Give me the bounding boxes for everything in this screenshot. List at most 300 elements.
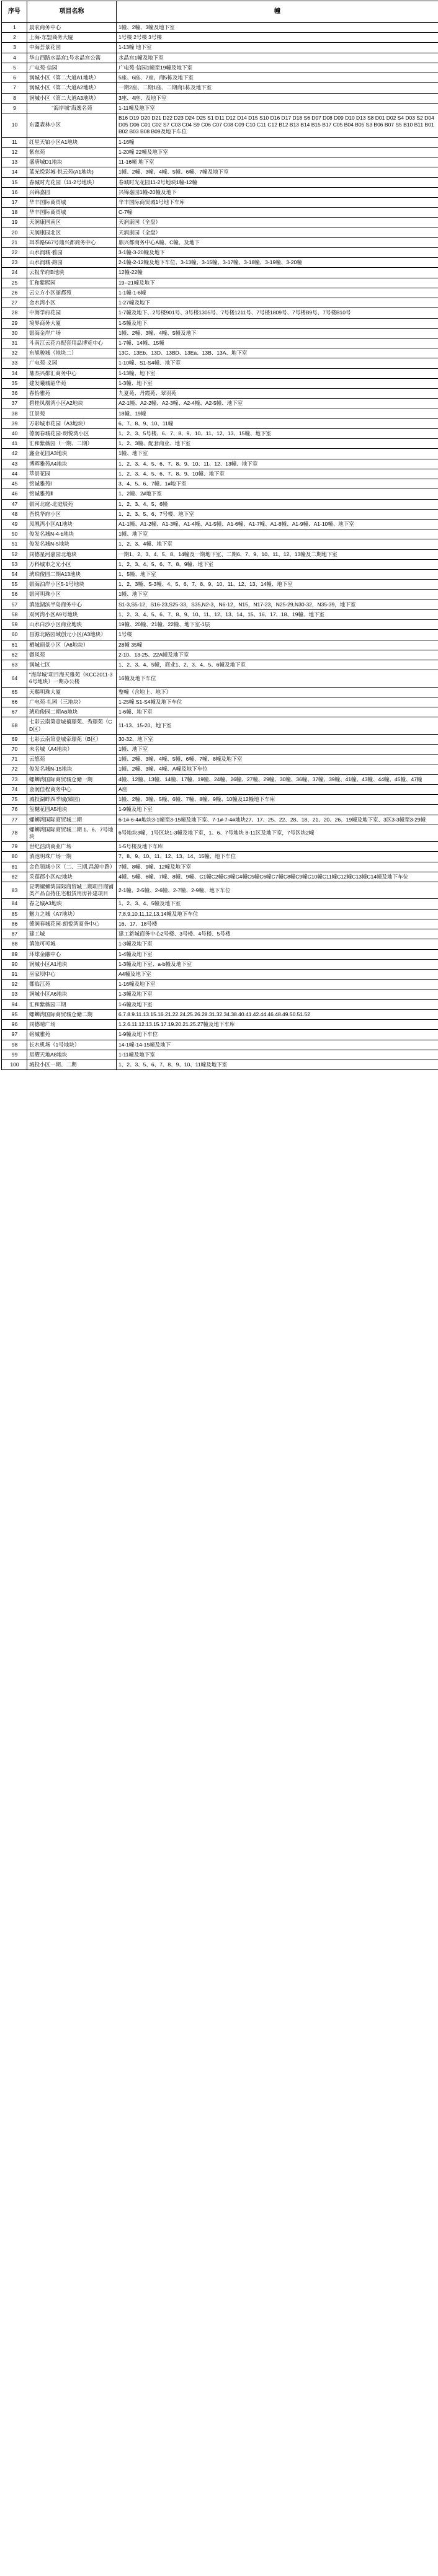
cell-building: 16幢及地下车位 bbox=[117, 670, 438, 687]
cell-building: 4幢、5幢、6幢、7幢、8幢、9幢、C1幢C2幢C3幢C4幢C5幢C6幢C7幢C8幢C9幢C10幢C11幢C12幢C13幢C14幢及地下车位 bbox=[117, 872, 438, 882]
cell-sequence: 73 bbox=[2, 774, 27, 784]
cell-project-name: 山水白沙小区商业地块 bbox=[27, 620, 117, 630]
cell-project-name: 昌源北路园域创元小区(A3地块） bbox=[27, 630, 117, 640]
cell-sequence: 68 bbox=[2, 717, 27, 734]
cell-sequence: 51 bbox=[2, 539, 27, 549]
cell-sequence: 90 bbox=[2, 959, 27, 969]
table-row bbox=[2, 989, 438, 999]
cell-project-name: 德润春城花园·朗悦湾小区 bbox=[27, 428, 117, 438]
cell-sequence: 49 bbox=[2, 519, 27, 529]
table-row bbox=[2, 328, 438, 338]
cell-sequence: 41 bbox=[2, 439, 27, 449]
cell-building: 1、2、3幢、配套商业、地下室 bbox=[117, 439, 438, 449]
cell-building: A4幢及地下室 bbox=[117, 970, 438, 980]
cell-project-name: 德润春城花园·朗悦湾商务中心 bbox=[27, 919, 117, 929]
table-row bbox=[2, 949, 438, 959]
cell-sequence: 62 bbox=[2, 650, 27, 660]
cell-sequence: 20 bbox=[2, 228, 27, 237]
cell-project-name: 紫东苑 bbox=[27, 147, 117, 157]
table-row bbox=[2, 318, 438, 328]
cell-project-name: 银河北庭-北庭辰苑 bbox=[27, 499, 117, 509]
cell-project-name: 螺蛳湾国际商贸城二期 bbox=[27, 815, 117, 825]
cell-project-name: “海岸城”项目海天雅苑（KCC2011-36号地块）一期办公楼 bbox=[27, 670, 117, 687]
cell-building: 1-3幢、地下室 bbox=[117, 378, 438, 388]
cell-building: 1、2、3、4、5幢，商业1、2、3、4、5、6幢及地下室 bbox=[117, 660, 438, 670]
table-row bbox=[2, 83, 438, 93]
table-row bbox=[2, 734, 438, 744]
cell-project-name: 螺蛳湾国际商贸城仓储一期 bbox=[27, 774, 117, 784]
table-row bbox=[2, 999, 438, 1009]
cell-building: 2-1幢-2-12幢及地下车位、3-13幢、3-15幢、3-17幢、3-18幢、3-19幢、3-20幢 bbox=[117, 258, 438, 268]
cell-sequence: 94 bbox=[2, 999, 27, 1009]
cell-sequence: 14 bbox=[2, 167, 27, 177]
column-header-seq: 序号 bbox=[2, 1, 27, 23]
cell-project-name: 俊发名城N-4-b地块 bbox=[27, 529, 117, 539]
table-row bbox=[2, 449, 438, 459]
table-row bbox=[2, 298, 438, 308]
cell-sequence: 59 bbox=[2, 620, 27, 630]
cell-project-name: 润城小区（第二大道A2地块） bbox=[27, 83, 117, 93]
table-row bbox=[2, 418, 438, 428]
cell-project-name: 润城小区A6地块 bbox=[27, 989, 117, 999]
cell-building: 1-11幢及地下室 bbox=[117, 103, 438, 113]
cell-project-name: 昆明螺蛳湾国际商贸城二期项目商铺类产品自持住宅租赁用房补建项目 bbox=[27, 882, 117, 899]
table-row bbox=[2, 348, 438, 358]
cell-building: 1幢、地下室 bbox=[117, 590, 438, 600]
cell-project-name: 斗南江云花卉配套用品博览中心 bbox=[27, 339, 117, 348]
cell-project-name: 七彩云南第壹城禧璟苑、秀璟苑（CD区） bbox=[27, 717, 117, 734]
cell-building: 1-3幢及地下室、a-b幢及地下室 bbox=[117, 959, 438, 969]
cell-project-name: 铭城雅苑 bbox=[27, 1030, 117, 1040]
cell-building: A座 bbox=[117, 784, 438, 794]
cell-sequence: 97 bbox=[2, 1030, 27, 1040]
cell-sequence: 61 bbox=[2, 640, 27, 650]
cell-building: 3-1幢-3-20幢及地下 bbox=[117, 248, 438, 258]
cell-building: 1、2、3、5、6、7号楼、地下室 bbox=[117, 509, 438, 519]
table-row bbox=[2, 882, 438, 899]
table-row bbox=[2, 784, 438, 794]
cell-project-name: 星耀天地A8地块 bbox=[27, 1050, 117, 1060]
cell-sequence: 86 bbox=[2, 919, 27, 929]
cell-sequence: 84 bbox=[2, 899, 27, 909]
table-row bbox=[2, 428, 438, 438]
cell-building: 7幢、8幢、9幢、12幢及地下室 bbox=[117, 862, 438, 872]
cell-project-name: 东旭骏城（地块二） bbox=[27, 348, 117, 358]
table-row bbox=[2, 237, 438, 247]
cell-building: 19幢、20幢、21幢、22幢、地下室-1层 bbox=[117, 620, 438, 630]
cell-building: 2-10、13-25、22A幢及地下室 bbox=[117, 650, 438, 660]
cell-project-name: 滇池明珠广场一期 bbox=[27, 852, 117, 862]
table-row bbox=[2, 529, 438, 539]
table-row bbox=[2, 208, 438, 218]
table-row bbox=[2, 805, 438, 815]
table-row bbox=[2, 825, 438, 841]
cell-project-name: 春城时光花园（11-2号地块） bbox=[27, 177, 117, 187]
cell-project-name: 云悠苑 bbox=[27, 755, 117, 764]
cell-building: 2-1幢、2-5幢、2-6幢、2-7幢、2-9幢、地下车位 bbox=[117, 882, 438, 899]
cell-building: 天润康园（全盘） bbox=[117, 218, 438, 228]
cell-project-name: 魅力之城（A7地块） bbox=[27, 909, 117, 919]
cell-building: 华丰国际商贸城1号地下车库 bbox=[117, 197, 438, 207]
cell-building: 12幢-22幢 bbox=[117, 268, 438, 278]
cell-building: 1-5号楼及地下车库 bbox=[117, 842, 438, 852]
cell-building: 1幢、2幢、3幢、4幢、5幢、6幢、7幢、8幢及地下室 bbox=[117, 755, 438, 764]
table-row bbox=[2, 339, 438, 348]
cell-sequence: 32 bbox=[2, 348, 27, 358]
table-row bbox=[2, 640, 438, 650]
table-header bbox=[2, 1, 438, 23]
cell-building: 1-9幢及地下车位 bbox=[117, 1030, 438, 1040]
table-row bbox=[2, 755, 438, 764]
cell-project-name: 云报华府B地块 bbox=[27, 268, 117, 278]
cell-sequence: 40 bbox=[2, 428, 27, 438]
table-row bbox=[2, 137, 438, 147]
table-row bbox=[2, 580, 438, 590]
table-row bbox=[2, 919, 438, 929]
cell-sequence: 18 bbox=[2, 208, 27, 218]
cell-project-name: 中海荟景花园 bbox=[27, 43, 117, 53]
table-row bbox=[2, 157, 438, 167]
cell-building: 1、2、3、4、5、6、7、8、9、10、11、12、13幢、地下室 bbox=[117, 459, 438, 469]
cell-project-name: 铭诚雅苑Ⅱ bbox=[27, 489, 117, 499]
table-row bbox=[2, 764, 438, 774]
cell-project-name: 滇池可可城 bbox=[27, 939, 117, 949]
table-row bbox=[2, 167, 438, 177]
cell-building: 6-1#-6-4#地块3-1幢至3-15幢及地下室、7-1#-7-4#地块27、17、25、22、28、18、21、20、26、19幢及地下室、3区3-3幢至3-29幢 bbox=[117, 815, 438, 825]
cell-project-name: 春怡雅苑 bbox=[27, 389, 117, 399]
table-row bbox=[2, 278, 438, 288]
table-body bbox=[2, 23, 438, 1070]
cell-sequence: 6 bbox=[2, 73, 27, 83]
cell-sequence: 57 bbox=[2, 600, 27, 609]
cell-building: 1幢、地下室 bbox=[117, 529, 438, 539]
cell-sequence: 29 bbox=[2, 318, 27, 328]
table-row bbox=[2, 549, 438, 559]
cell-building: 1号楼 bbox=[117, 630, 438, 640]
cell-project-name: 巫家坝中心 bbox=[27, 970, 117, 980]
cell-sequence: 44 bbox=[2, 469, 27, 479]
cell-sequence: 35 bbox=[2, 378, 27, 388]
cell-sequence: 37 bbox=[2, 399, 27, 409]
cell-sequence: 21 bbox=[2, 237, 27, 247]
cell-project-name: 御风苑 bbox=[27, 650, 117, 660]
table-row bbox=[2, 929, 438, 939]
cell-sequence: 1 bbox=[2, 23, 27, 33]
table-row bbox=[2, 609, 438, 619]
cell-sequence: 91 bbox=[2, 970, 27, 980]
cell-sequence: 17 bbox=[2, 197, 27, 207]
table-row bbox=[2, 795, 438, 805]
cell-project-name: 华山西路水晶宫1号水晶宫公寓 bbox=[27, 53, 117, 63]
cell-project-name: 碧桂凤凰湾小区A2地块 bbox=[27, 399, 117, 409]
cell-project-name: 境界商务大厦 bbox=[27, 318, 117, 328]
header-row bbox=[2, 1, 438, 23]
cell-building: 30-32、地下室 bbox=[117, 734, 438, 744]
table-row bbox=[2, 113, 438, 137]
cell-project-name: 金润佳程商务中心 bbox=[27, 784, 117, 794]
cell-building: 1、2、3、4、5、6、7、8、9、10、11、12、13、14、15、16、17、18、19幢、地下室 bbox=[117, 609, 438, 619]
cell-project-name: 同德晴广场 bbox=[27, 1020, 117, 1030]
cell-building: 1-5幢及地下 bbox=[117, 318, 438, 328]
table-row bbox=[2, 218, 438, 228]
cell-building: 4幢、12幢、13幢、14幢、17幢、19幢、24幢、26幢、27幢、29幢、30幢、36幢、37幢、39幢、41幢、43幢、44幢、45幢、47幢 bbox=[117, 774, 438, 784]
cell-sequence: 60 bbox=[2, 630, 27, 640]
cell-building: 1幢、2幢、3幢、4幢、5幢、6幢、7幢及地下室 bbox=[117, 167, 438, 177]
cell-building: S1-3,S5-12，S16-23,S25-33，S35,N2-3，N6-12，N15，N17-23，N25-29,N30-32，N35-39，地下室 bbox=[117, 600, 438, 609]
cell-building: 1、2幢、2#地下室 bbox=[117, 489, 438, 499]
cell-project-name: 环球金融中心 bbox=[27, 949, 117, 959]
table-row bbox=[2, 469, 438, 479]
table-row bbox=[2, 707, 438, 717]
cell-building: 1-11幢及地下室 bbox=[117, 1050, 438, 1060]
table-row bbox=[2, 697, 438, 707]
cell-building: 鼎兴都商务中心A幢、C幢、及地下 bbox=[117, 237, 438, 247]
cell-sequence: 93 bbox=[2, 989, 27, 999]
table-row bbox=[2, 499, 438, 509]
cell-sequence: 85 bbox=[2, 909, 27, 919]
cell-sequence: 72 bbox=[2, 764, 27, 774]
table-row bbox=[2, 197, 438, 207]
cell-building: 一期1、2、3、4、5、8、14幢及一期地下室、二期6、7、9、10、11、12、13幢及二期地下室 bbox=[117, 549, 438, 559]
cell-project-name: 建发曦城韶华苑 bbox=[27, 378, 117, 388]
table-row bbox=[2, 33, 438, 43]
cell-building: 1-10幢、S1-S4幢、地下室 bbox=[117, 358, 438, 368]
table-row bbox=[2, 744, 438, 754]
cell-building: 1幢、2幢、3幢、4幢、A幢及地下车位 bbox=[117, 764, 438, 774]
table-row bbox=[2, 509, 438, 519]
cell-sequence: 69 bbox=[2, 734, 27, 744]
cell-sequence: 47 bbox=[2, 499, 27, 509]
cell-building: 1-16幢 bbox=[117, 137, 438, 147]
cell-building: 13C、13Eb、13D、13BD、13Ea、13B、13A、地下室 bbox=[117, 348, 438, 358]
cell-sequence: 16 bbox=[2, 187, 27, 197]
table-row bbox=[2, 23, 438, 33]
cell-sequence: 92 bbox=[2, 980, 27, 989]
cell-building: 1、2、3、5号楼、6、7、8、9、10、11、12、13、15幢、地下室 bbox=[117, 428, 438, 438]
cell-project-name: 广电苑·礼园（三地块） bbox=[27, 697, 117, 707]
cell-project-name: 华丰国际商贸城 bbox=[27, 197, 117, 207]
cell-building: 6.7.8.9.11.13.15.16.21.22.24.25.26.28.31.32.34.38.40.41.42.44.46.48.49.50.51.52 bbox=[117, 1009, 438, 1019]
table-row bbox=[2, 248, 438, 258]
cell-project-name: 蓝光悦彩城·悦云苑(A1地块) bbox=[27, 167, 117, 177]
cell-project-name: 春之城A3地块 bbox=[27, 899, 117, 909]
cell-sequence: 26 bbox=[2, 288, 27, 298]
cell-sequence: 15 bbox=[2, 177, 27, 187]
cell-sequence: 98 bbox=[2, 1040, 27, 1050]
cell-sequence: 81 bbox=[2, 862, 27, 872]
cell-sequence: 45 bbox=[2, 479, 27, 489]
cell-sequence: 64 bbox=[2, 670, 27, 687]
cell-project-name: 上海·东盟商务大厦 bbox=[27, 33, 117, 43]
cell-building: 天润康园（全盘） bbox=[117, 228, 438, 237]
cell-building: 1-3幢及地下室 bbox=[117, 939, 438, 949]
table-row bbox=[2, 177, 438, 187]
cell-sequence: 95 bbox=[2, 1009, 27, 1019]
cell-building: 11-16幢 地下室 bbox=[117, 157, 438, 167]
table-row bbox=[2, 660, 438, 670]
cell-project-name: “海岸城”海逸名苑 bbox=[27, 103, 117, 113]
cell-building: 1-9幢及地下室 bbox=[117, 805, 438, 815]
table-row bbox=[2, 939, 438, 949]
cell-project-name: 珥季路567号鼎兴都商务中心 bbox=[27, 237, 117, 247]
table-row bbox=[2, 774, 438, 784]
table-row bbox=[2, 489, 438, 499]
cell-sequence: 36 bbox=[2, 389, 27, 399]
cell-sequence: 100 bbox=[2, 1060, 27, 1069]
cell-building: 7、8、9、10、11、12、13、14、15幢、地下车位 bbox=[117, 852, 438, 862]
table-row bbox=[2, 559, 438, 569]
table-row bbox=[2, 258, 438, 268]
cell-sequence: 12 bbox=[2, 147, 27, 157]
cell-building: B16 D19 D20 D21 D22 D23 D24 D25 S1 D11 D12 D14 D15 S10 D16 D17 D18 S6 D07 D08 D09 D10 D13 S8 D01 D02 S4 D03 S2 D04 D05 D06 C01 C02 S7 C03 C04 S9 C06 C07 C08 C09 C10 C11 C12 B12 B13 B14 B15 B17 C05 B04 B05 S3 B06 B07 S5 B10 B11 B01 B02 B03 B08 B09及地下车位 bbox=[117, 113, 438, 137]
cell-sequence: 77 bbox=[2, 815, 27, 825]
cell-sequence: 9 bbox=[2, 103, 27, 113]
cell-project-name: 金色领域小区（二、三期,昌源中路） bbox=[27, 862, 117, 872]
cell-project-name: 润城七区 bbox=[27, 660, 117, 670]
cell-sequence: 39 bbox=[2, 418, 27, 428]
cell-sequence: 74 bbox=[2, 784, 27, 794]
cell-project-name: 城投湖畔四季城(臻园) bbox=[27, 795, 117, 805]
cell-project-name: 万彩城市花园（A3地块） bbox=[27, 418, 117, 428]
cell-project-name: 萃景花园 bbox=[27, 469, 117, 479]
table-row bbox=[2, 1020, 438, 1030]
cell-building: 1号楼 2号楼 3号楼 bbox=[117, 33, 438, 43]
cell-sequence: 87 bbox=[2, 929, 27, 939]
table-row bbox=[2, 590, 438, 600]
cell-building: 1-6幢、地下室 bbox=[117, 707, 438, 717]
cell-project-name: 世纪浩鸿商业广场 bbox=[27, 842, 117, 852]
cell-project-name: 华丰国际商贸城 bbox=[27, 208, 117, 218]
cell-sequence: 99 bbox=[2, 1050, 27, 1060]
table-row bbox=[2, 872, 438, 882]
cell-building: 1幢、2幢、3幢及地下室 bbox=[117, 23, 438, 33]
cell-building: 1、5幢、地下室 bbox=[117, 570, 438, 580]
cell-building: 1-25幢 S1-S4幢及地下车位 bbox=[117, 697, 438, 707]
table-row bbox=[2, 717, 438, 734]
cell-building: 1-20幢 22幢及地下室 bbox=[117, 147, 438, 157]
cell-project-name: 银海金岸广场 bbox=[27, 328, 117, 338]
cell-building: 1-4幢及地下室 bbox=[117, 949, 438, 959]
table-row bbox=[2, 147, 438, 157]
cell-project-name: 吾悦华府小区 bbox=[27, 509, 117, 519]
table-row bbox=[2, 970, 438, 980]
cell-sequence: 42 bbox=[2, 449, 27, 459]
cell-sequence: 11 bbox=[2, 137, 27, 147]
cell-project-name: 山水润城·韵园 bbox=[27, 258, 117, 268]
cell-building: 1-1幢-1-6幢 bbox=[117, 288, 438, 298]
cell-sequence: 46 bbox=[2, 489, 27, 499]
cell-project-name: 盛唐城D1地块 bbox=[27, 157, 117, 167]
table-row bbox=[2, 378, 438, 388]
cell-building: 1、2、3、5、6、7、8、9、10、11幢及地下室 bbox=[117, 1060, 438, 1069]
table-row bbox=[2, 399, 438, 409]
cell-project-name: 栖城丽景小区（A6地块） bbox=[27, 640, 117, 650]
table-row bbox=[2, 439, 438, 449]
cell-sequence: 48 bbox=[2, 509, 27, 519]
column-header-building: 幢 bbox=[117, 1, 438, 23]
cell-sequence: 76 bbox=[2, 805, 27, 815]
cell-project-name: 润城小区A1地块 bbox=[27, 959, 117, 969]
project-building-table bbox=[1, 1, 438, 1070]
cell-sequence: 25 bbox=[2, 278, 27, 288]
cell-building: 1.2.6.11.12.13.15.17.19.20.21.25.27幢及地下车库 bbox=[117, 1020, 438, 1030]
cell-project-name: 润城小区（第二大道A3地块） bbox=[27, 93, 117, 103]
table-row bbox=[2, 687, 438, 697]
table-row bbox=[2, 899, 438, 909]
table-row bbox=[2, 288, 438, 298]
cell-project-name: 东盟森林小区 bbox=[27, 113, 117, 137]
cell-building: 春城时光花园11-2号地块1幢-12幢 bbox=[117, 177, 438, 187]
column-header-name: 项目名称 bbox=[27, 1, 117, 23]
cell-sequence: 24 bbox=[2, 268, 27, 278]
table-row bbox=[2, 980, 438, 989]
cell-project-name: 凤凰湾小区A1地块 bbox=[27, 519, 117, 529]
cell-building: 1、2、3、4、5幢及地下室 bbox=[117, 899, 438, 909]
table-row bbox=[2, 600, 438, 609]
cell-building: 九夏苑、丹霞苑、翠羽苑 bbox=[117, 389, 438, 399]
table-row bbox=[2, 620, 438, 630]
cell-sequence: 27 bbox=[2, 298, 27, 308]
cell-project-name: 玺樾花园A5地块 bbox=[27, 805, 117, 815]
table-row bbox=[2, 187, 438, 197]
cell-building: 兴锦嘉园1幢-20幢及地下 bbox=[117, 187, 438, 197]
cell-building: 水晶宫1幢及地下室 bbox=[117, 53, 438, 63]
cell-building: 5座、6座、7座、商5栋及地下室 bbox=[117, 73, 438, 83]
cell-building: 1-13幢、地下室 bbox=[117, 368, 438, 378]
cell-project-name: 金水湾小区 bbox=[27, 298, 117, 308]
cell-project-name: 红星天铂小区A1地块 bbox=[27, 137, 117, 147]
cell-project-name: 江景苑 bbox=[27, 409, 117, 418]
cell-building: 6号地块3幢，1号区块1-3幢及地下室，1、6、7号地块 8-11区及地下室，7号区块2幢 bbox=[117, 825, 438, 841]
cell-sequence: 54 bbox=[2, 570, 27, 580]
cell-building: 16、17、18号楼 bbox=[117, 919, 438, 929]
cell-building: 广电苑·信园1幢至19幢及地下室 bbox=[117, 63, 438, 73]
table-row bbox=[2, 570, 438, 580]
cell-sequence: 80 bbox=[2, 852, 27, 862]
cell-building: 1、2、3、4、5、6、7、8、9幢、地下室 bbox=[117, 559, 438, 569]
cell-sequence: 96 bbox=[2, 1020, 27, 1030]
table-row bbox=[2, 909, 438, 919]
cell-sequence: 30 bbox=[2, 328, 27, 338]
cell-project-name: 双河湾小区A9号地块 bbox=[27, 609, 117, 619]
cell-sequence: 71 bbox=[2, 755, 27, 764]
cell-sequence: 38 bbox=[2, 409, 27, 418]
cell-project-name: 云立方小区丽都苑 bbox=[27, 288, 117, 298]
cell-sequence: 34 bbox=[2, 368, 27, 378]
cell-building: 14-1幢-14-15幢及地下 bbox=[117, 1040, 438, 1050]
cell-project-name: 广电苑·义园 bbox=[27, 358, 117, 368]
cell-sequence: 23 bbox=[2, 258, 27, 268]
cell-project-name: 俊发名城N-5地块 bbox=[27, 539, 117, 549]
table-row bbox=[2, 815, 438, 825]
cell-project-name: 城投小区一期、二期 bbox=[27, 1060, 117, 1069]
cell-sequence: 55 bbox=[2, 580, 27, 590]
cell-project-name: 未名城（A4地块） bbox=[27, 744, 117, 754]
cell-sequence: 4 bbox=[2, 53, 27, 63]
cell-sequence: 56 bbox=[2, 590, 27, 600]
table-row bbox=[2, 43, 438, 53]
cell-project-name: 琥珀俊园二期A13地块 bbox=[27, 570, 117, 580]
cell-project-name: 七彩云南第壹城帝璟苑（B区） bbox=[27, 734, 117, 744]
cell-sequence: 89 bbox=[2, 949, 27, 959]
cell-building: 1幢、2幢、3幢、4幢、5幢及地下 bbox=[117, 328, 438, 338]
cell-project-name: 兴锦嘉园 bbox=[27, 187, 117, 197]
cell-building: 11-13、15-20、地下室 bbox=[117, 717, 438, 734]
table-row bbox=[2, 1009, 438, 1019]
worksheet bbox=[0, 1, 438, 1070]
cell-building: 1-27幢及地下 bbox=[117, 298, 438, 308]
cell-sequence: 82 bbox=[2, 872, 27, 882]
